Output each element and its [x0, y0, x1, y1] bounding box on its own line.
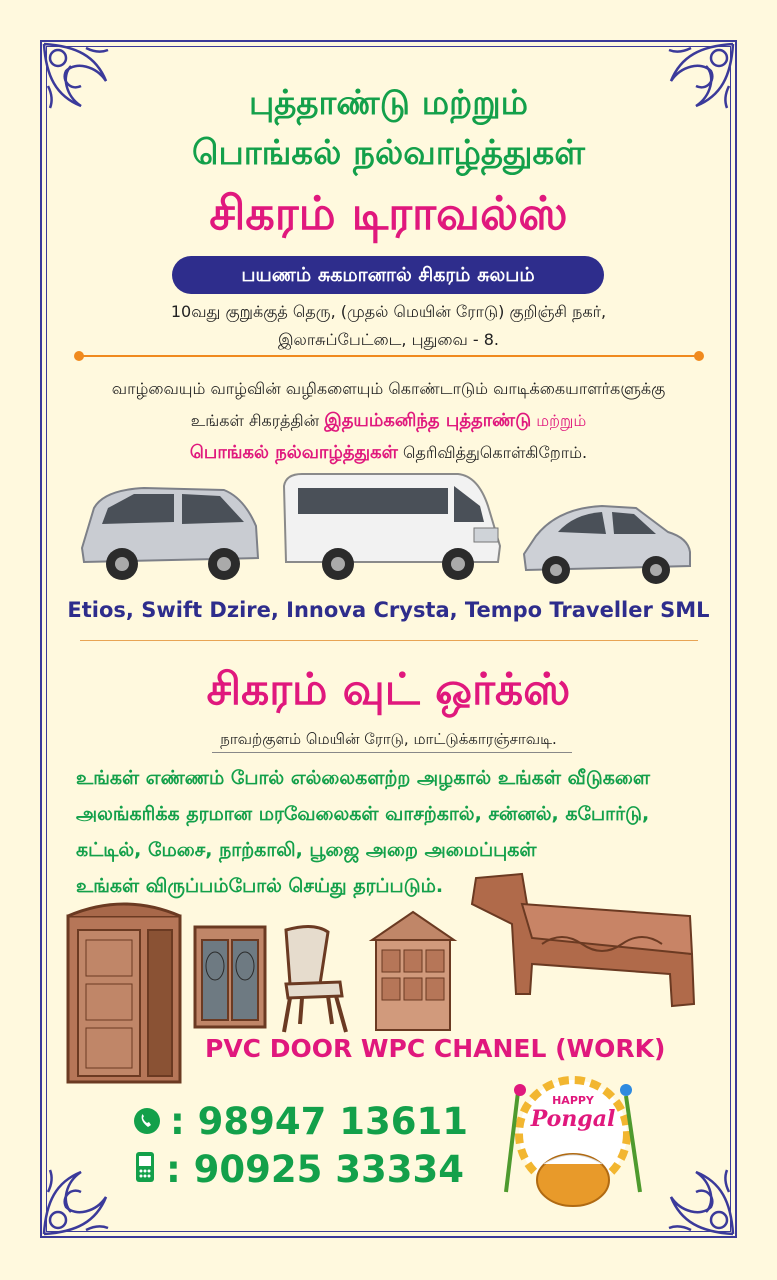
woodworks-para-line-4: உங்கள் விருப்பம்போல் செய்து தரப்படும். — [76, 875, 444, 897]
message-line-3-b: தெரிவித்துகொள்கிறோம். — [397, 443, 588, 462]
phone-2-number: : 90925 33334 — [166, 1148, 465, 1191]
greeting-line-2: பொங்கல் நல்வாழ்த்துகள் — [192, 133, 585, 173]
car-etios-image — [518, 496, 694, 588]
message-line-2-a: உங்கள் சிகரத்தின் — [190, 411, 325, 430]
car-innova-image — [74, 478, 264, 588]
travels-address-line-1: 10வது குறுக்குத் தெரு, (முதல் மெயின் ரோடு) குறிஞ்சி நகர், — [170, 302, 607, 321]
woodworks-para-line-3: கட்டில், மேசை, நாற்காலி, பூஜை அறை அமைப்புகள் — [76, 839, 537, 861]
woodworks-name: சிகரம் வுட் ஒர்க்ஸ் — [206, 664, 571, 715]
pooja-unit-image — [368, 910, 458, 1034]
phone-1-number: : 98947 13611 — [170, 1100, 469, 1143]
message-line-2-highlight: இதயம்கனிந்த புத்தாண்டு — [324, 410, 532, 431]
wooden-window-image — [192, 924, 268, 1030]
divider-dot-right — [694, 351, 704, 361]
message-line-1: வாழ்வையும் வாழ்வின் வழிகளையும் கொண்டாடும் வாடிக்கையாளர்களுக்கு — [111, 379, 666, 398]
divider-orange — [80, 355, 698, 357]
message-line-3-highlight: பொங்கல் நல்வாழ்த்துகள் — [189, 442, 398, 463]
vehicle-models: Etios, Swift Dzire, Innova Crysta, Tempo Traveller SML — [67, 598, 710, 622]
wooden-chair-image — [276, 924, 352, 1034]
woodworks-address: நாவற்குளம் மெயின் ரோடு, மாட்டுக்காரஞ்சாவடி. — [220, 730, 557, 748]
mobile-phone-icon — [132, 1150, 158, 1193]
travels-tagline: பயணம் சுகமானால் சிகரம் சுலபம் — [172, 256, 604, 294]
corner-ornament-bottom-left — [36, 1132, 146, 1242]
message-line-2-c: மற்றும் — [531, 411, 587, 430]
wooden-bed-image — [462, 864, 702, 1014]
divider-thin — [80, 640, 698, 641]
tempo-traveller-image — [278, 466, 508, 584]
message-line-3 — [0, 438, 777, 468]
travels-name: சிகரம் டிராவல்ஸ் — [209, 186, 568, 240]
travels-address-line-2: இலாசுப்பேட்டை, புதுவை - 8. — [277, 330, 500, 349]
pvc-door-text: PVC DOOR WPC CHANEL (WORK) — [205, 1034, 666, 1063]
badge-happy: HAPPY — [552, 1094, 594, 1107]
happy-pongal-badge — [498, 1072, 648, 1212]
address-underline — [212, 752, 572, 753]
pongal-pot-icon — [498, 1072, 648, 1212]
wooden-door-image — [64, 900, 184, 1086]
greeting-line-1: புத்தாண்டு மற்றும் — [248, 83, 529, 123]
phone-1 — [132, 1100, 468, 1145]
woodworks-para-line-1: உங்கள் எண்ணம் போல் எல்லைகளற்ற அழகால் உங்கள் வீடுகளை — [76, 767, 651, 789]
woodworks-para-line-2: அலங்கரிக்க தரமான மரவேலைகள் வாசற்கால், சன்னல், கபோர்டு, — [76, 803, 650, 825]
whatsapp-icon — [132, 1102, 162, 1145]
badge-pongal: Pongal — [530, 1106, 616, 1132]
message-line-2 — [0, 406, 777, 436]
phone-2 — [132, 1148, 464, 1193]
divider-dot-left — [74, 351, 84, 361]
